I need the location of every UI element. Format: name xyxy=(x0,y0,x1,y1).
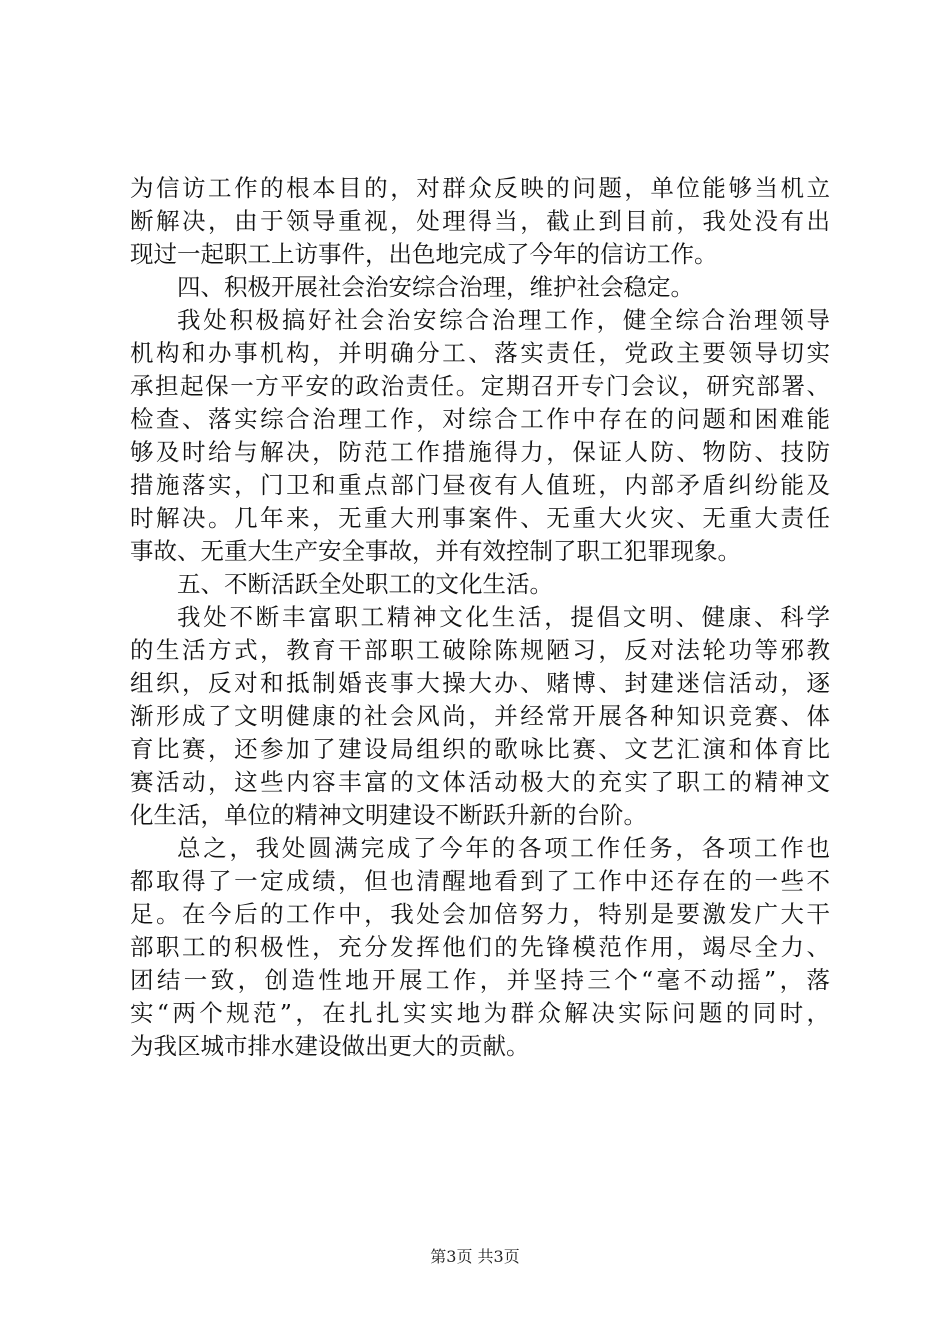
text-line: 为信访工作的根本目的，对群众反映的问题，单位能够当机立 xyxy=(130,174,830,202)
text-line: 育比赛，还参加了建设局组织的歌咏比赛、文艺汇演和体育比 xyxy=(130,735,830,763)
text-line: 组织，反对和抵制婚丧事大操大办、赌博、封建迷信活动，逐 xyxy=(130,669,830,697)
text-line: 赛活动，这些内容丰富的文体活动极大的充实了职工的精神文 xyxy=(130,768,830,796)
text-line: 实“两个规范”，在扎扎实实地为群众解决实际问题的同时， xyxy=(130,999,830,1027)
text-line: 措施落实，门卫和重点部门昼夜有人值班，内部矛盾纠纷能及 xyxy=(130,471,830,499)
text-line: 五、不断活跃全处职工的文化生活。 xyxy=(177,570,553,598)
text-line: 检查、落实综合治理工作，对综合工作中存在的问题和困难能 xyxy=(130,405,830,433)
text-line: 的生活方式，教育干部职工破除陈规陋习，反对法轮功等邪教 xyxy=(130,636,830,664)
text-line: 渐形成了文明健康的社会风尚，并经常开展各种知识竞赛、体 xyxy=(130,702,830,730)
text-line: 足。在今后的工作中，我处会加倍努力，特别是要激发广大干 xyxy=(130,900,830,928)
page-footer: 第3页 共3页 xyxy=(430,1247,520,1266)
text-line: 够及时给与解决，防范工作措施得力，保证人防、物防、技防 xyxy=(130,438,830,466)
text-line: 时解决。几年来，无重大刑事案件、无重大火灾、无重大责任 xyxy=(130,504,830,532)
text-line: 都取得了一定成绩，但也清醒地看到了工作中还存在的一些不 xyxy=(130,867,830,895)
text-line: 化生活，单位的精神文明建设不断跃升新的台阶。 xyxy=(130,801,647,829)
text-line: 我处积极搞好社会治安综合治理工作，健全综合治理领导 xyxy=(177,306,830,334)
text-line: 现过一起职工上访事件，出色地完成了今年的信访工作。 xyxy=(130,240,718,268)
text-line: 事故、无重大生产安全事故，并有效控制了职工犯罪现象。 xyxy=(130,537,741,565)
text-line: 四、积极开展社会治安综合治理，维护社会稳定。 xyxy=(177,273,694,301)
text-line: 断解决，由于领导重视，处理得当，截止到目前，我处没有出 xyxy=(130,207,830,235)
text-line: 为我区城市排水建设做出更大的贡献。 xyxy=(130,1032,530,1060)
text-line: 总之，我处圆满完成了今年的各项工作任务，各项工作也 xyxy=(177,834,830,862)
document-body xyxy=(130,172,830,1063)
text-line: 机构和办事机构，并明确分工、落实责任，党政主要领导切实 xyxy=(130,339,830,367)
text-line: 承担起保一方平安的政治责任。定期召开专门会议，研究部署、 xyxy=(130,372,830,400)
text-line: 部职工的积极性，充分发挥他们的先锋模范作用，竭尽全力、 xyxy=(130,933,830,961)
text-line: 团结一致，创造性地开展工作，并坚持三个“毫不动摇”，落 xyxy=(130,966,830,994)
text-line: 我处不断丰富职工精神文化生活，提倡文明、健康、科学 xyxy=(177,603,830,631)
